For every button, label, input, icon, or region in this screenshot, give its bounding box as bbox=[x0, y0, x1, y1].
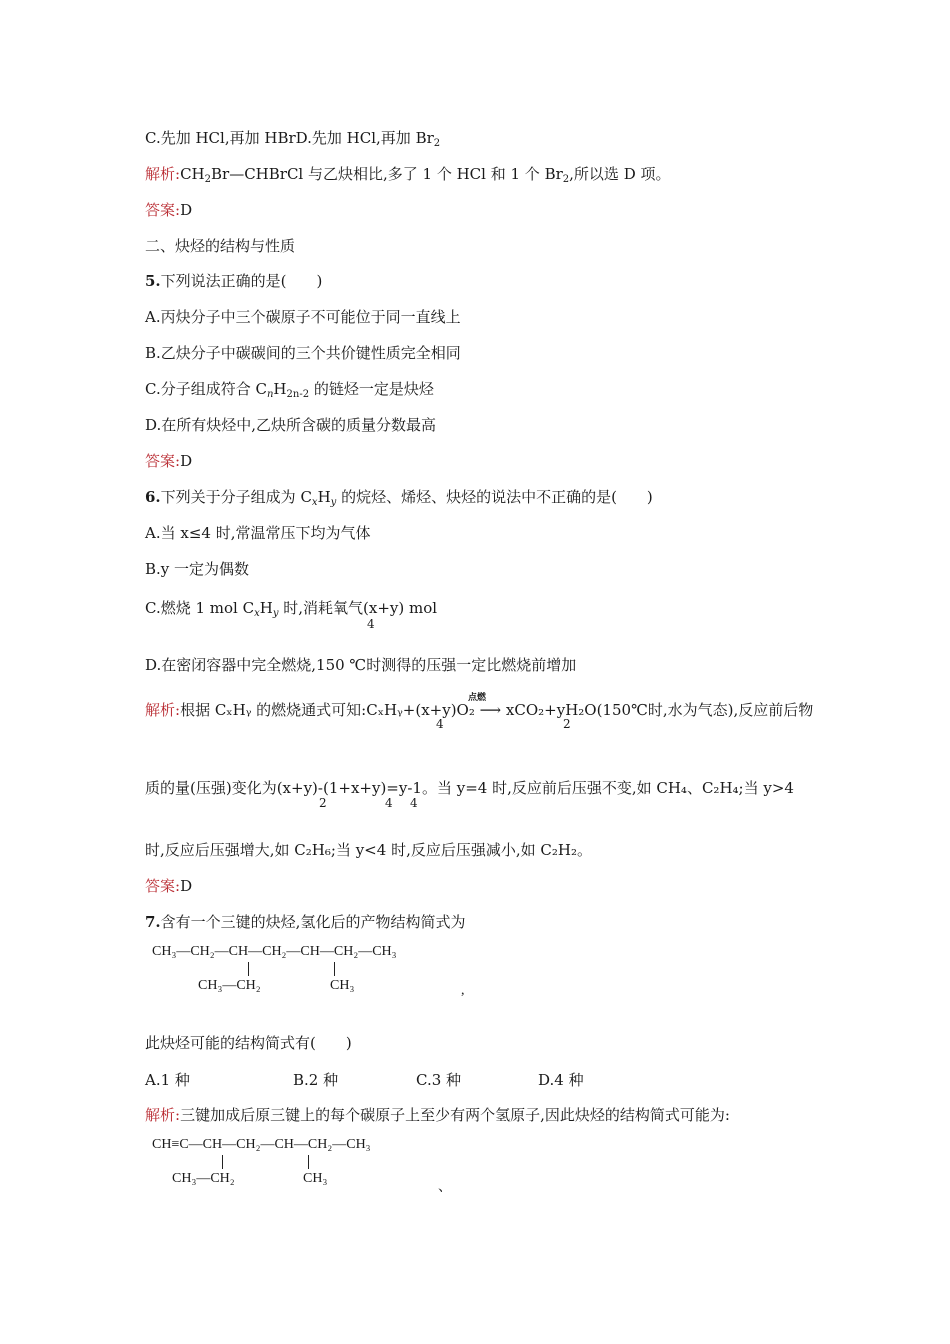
fraction-denominator: 4 bbox=[367, 617, 375, 631]
q7-option-d: D.4 种 bbox=[538, 1071, 584, 1089]
reaction-condition: 点燃 bbox=[468, 693, 487, 703]
option-text: C.分子组成符合 C bbox=[145, 380, 267, 398]
analysis-label: 解析: bbox=[145, 165, 181, 183]
bond-line bbox=[248, 962, 249, 976]
question-number: 5. bbox=[145, 272, 161, 290]
structure-branch: CH₃—CH₂ bbox=[172, 1171, 235, 1186]
question-stem: H bbox=[317, 488, 331, 506]
section-title: 二、炔烃的结构与性质 bbox=[145, 237, 296, 255]
q7-analysis bbox=[145, 1105, 730, 1125]
analysis-text: Br—CHBrCl 与乙炔相比,多了 1 个 HCl 和 1 个 Br bbox=[211, 165, 563, 183]
q7-question: 此炔烃可能的结构简式有( ) bbox=[145, 1034, 352, 1052]
subscript: y bbox=[272, 608, 279, 619]
q4-option-c: C.先加 HCl,再加 HBr bbox=[145, 129, 296, 147]
question-stem: 含有一个三键的炔烃,氢化后的产物结构简式为 bbox=[160, 913, 466, 931]
analysis-text: 根据 CₓHᵧ 的燃烧通式可知:CₓHᵧ+(x+y)O₂ ⟶ xCO₂+yH₂O(150℃时,水为气态),反应前后物 bbox=[180, 701, 814, 719]
q4-option-d: D.先加 HCl,再加 Br bbox=[295, 129, 434, 147]
fraction-denominator: 2 bbox=[319, 796, 327, 810]
option-text: H bbox=[273, 380, 287, 398]
q6-analysis-line3: 时,反应后压强增大,如 C₂H₆;当 y<4 时,反应后压强减小,如 C₂H₂。 bbox=[145, 841, 592, 859]
subscript: 2 bbox=[433, 138, 441, 149]
subscript: 2 bbox=[562, 174, 570, 185]
option-text: C.燃烧 1 mol C bbox=[145, 599, 255, 617]
answer-value: D bbox=[180, 452, 193, 470]
q6-option-d: D.在密闭容器中完全燃烧,150 ℃时测得的压强一定比燃烧前增加 bbox=[145, 656, 577, 674]
option-text: 时,消耗氧气(x+y) mol bbox=[278, 599, 438, 617]
answer-label: 答案: bbox=[145, 201, 181, 219]
q7-option-b: B.2 种 bbox=[293, 1071, 339, 1089]
subscript: n bbox=[266, 389, 274, 400]
q6-answer bbox=[145, 876, 192, 896]
q6-option-b: B.y 一定为偶数 bbox=[145, 560, 250, 578]
analysis-label: 解析: bbox=[145, 1106, 181, 1124]
question-number: 6. bbox=[145, 488, 161, 506]
analysis-label: 解析: bbox=[145, 701, 181, 719]
q4-answer bbox=[145, 200, 192, 220]
answer-value: D bbox=[180, 201, 193, 219]
q7-option-a: A.1 种 bbox=[145, 1071, 190, 1089]
structure-main-chain: CH≡C—CH—CH₂—CH—CH₂—CH₃ bbox=[152, 1137, 371, 1152]
q4-options-cd bbox=[145, 128, 440, 154]
structure-branch: CH₃ bbox=[303, 1171, 328, 1186]
bond-line bbox=[222, 1155, 223, 1169]
bond-line bbox=[308, 1155, 309, 1169]
subscript: 2 bbox=[204, 174, 211, 185]
question-stem: 下列关于分子组成为 C bbox=[160, 488, 312, 506]
answer-label: 答案: bbox=[145, 452, 181, 470]
fraction-denominator: 4 bbox=[410, 796, 418, 810]
q7-stem bbox=[145, 912, 465, 932]
answer-label: 答案: bbox=[145, 877, 181, 895]
punctuation: 、 bbox=[438, 1180, 452, 1195]
structure-branch: CH₃ bbox=[330, 978, 355, 993]
analysis-text: ,所以选 D 项。 bbox=[569, 165, 671, 183]
question-number: 7. bbox=[145, 913, 161, 931]
q5-answer bbox=[145, 451, 192, 471]
q6-option-a: A.当 x≤4 时,常温常压下均为气体 bbox=[145, 524, 371, 542]
structure-main-chain: CH₃—CH₂—CH—CH₂—CH—CH₂—CH₃ bbox=[152, 944, 397, 959]
option-text: 的链烃一定是炔烃 bbox=[309, 380, 434, 398]
subscript: x bbox=[254, 608, 260, 619]
question-stem: 下列说法正确的是( ) bbox=[160, 272, 323, 290]
q6-stem bbox=[145, 487, 653, 513]
option-text: H bbox=[259, 599, 273, 617]
bond-line bbox=[334, 962, 335, 976]
punctuation: , bbox=[461, 983, 465, 998]
question-stem: 的烷烃、烯烃、炔烃的说法中不正确的是( ) bbox=[336, 488, 653, 506]
answer-value: D bbox=[180, 877, 193, 895]
analysis-text: 三键加成后原三键上的每个碳原子上至少有两个氢原子,因此炔烃的结构简式可能为: bbox=[180, 1106, 730, 1124]
q6-analysis-line2: 质的量(压强)变化为(x+y)-(1+x+y)=y-1。当 y=4 时,反应前后压强不变,如 CH₄、C₂H₄;当 y>4 bbox=[145, 779, 794, 797]
q6-option-c bbox=[145, 598, 437, 624]
q5-option-d: D.在所有炔烃中,乙炔所含碳的质量分数最高 bbox=[145, 416, 437, 434]
fraction-denominator: 2 bbox=[563, 717, 571, 731]
subscript: 2n-2 bbox=[286, 389, 310, 400]
q5-option-b: B.乙炔分子中碳碳间的三个共价键性质完全相同 bbox=[145, 344, 461, 362]
structure-branch: CH₃—CH₂ bbox=[198, 978, 261, 993]
q5-option-c bbox=[145, 379, 434, 405]
q4-analysis bbox=[145, 164, 671, 190]
q7-option-c: C.3 种 bbox=[416, 1071, 462, 1089]
q5-option-a: A.丙炔分子中三个碳原子不可能位于同一直线上 bbox=[145, 308, 461, 326]
subscript: x bbox=[311, 497, 318, 508]
fraction-denominator: 4 bbox=[385, 796, 393, 810]
q5-stem bbox=[145, 271, 322, 291]
subscript: y bbox=[330, 497, 337, 508]
q6-analysis-line1 bbox=[145, 700, 813, 720]
analysis-text: CH bbox=[180, 165, 205, 183]
fraction-denominator: 4 bbox=[436, 717, 444, 731]
